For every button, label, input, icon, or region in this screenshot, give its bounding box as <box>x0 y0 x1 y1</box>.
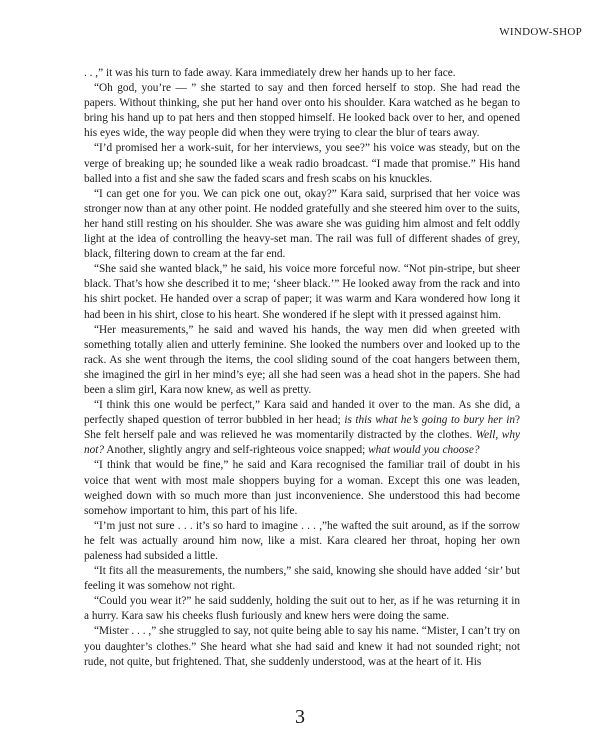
page-number: 3 <box>295 706 305 728</box>
italic-text: is this what he’s going to bury her in <box>344 414 515 427</box>
text-run: “Mister . . . ,” she struggled to say, not quite being able to say his name. “Mister, I can’t try on you daughter’s clothes.” She heard what she had said and knew it had not sounded right; not rude, not quite, but frightened. That, she suddenly understood, was at the heart of it. His <box>84 625 520 668</box>
text-run: “She said she wanted black,” he said, his voice more forceful now. “Not pin-stripe, but sheer black. That’s how she described it to me; ‘sheer black.’” He looked away from the rack and into his shirt pocket. He handed over a scrap of paper; it was warm and Kara wondered how long it had been in his shirt, close to his heart. She wondered if he slept with it pressed against him. <box>84 263 520 321</box>
text-run: “I can get one for you. We can pick one out, okay?” Kara said, surprised that her voice was stronger now than at any other point. He nodded gratefully and she steered him over to the suits, her hand still resting on his shoulder. She was aware she was guiding him almost and felt oddly light at the idea of controlling the heavy-set man. The rail was full of different shades of grey, black, filtering down to cream at the far end. <box>84 187 520 261</box>
italic-text: what would you choose? <box>368 444 480 457</box>
text-run: ? She felt herself pale and was relieved he was momentarily distracted by the clothes. <box>84 414 520 442</box>
italic-text: Well, why not? <box>84 429 521 457</box>
text-run: “I’m just not sure . . . it’s so hard to imagine . . . ,”he wafted the suit around, as if the sorrow he felt was actually around him now, like a mist. Kara cleared her throat, hoping her own paleness had subsided a little. <box>84 519 520 562</box>
text-run: “I think this one would be perfect,” Kara said and handed it over to the man. As she did, a perfectly shaped question of terror bubbled in her head; <box>84 399 520 427</box>
paragraph <box>84 624 520 669</box>
text-run: Another, slightly angry and self-righteous voice snapped; <box>104 444 369 457</box>
text-run: “Oh god, you’re — ” she started to say and then forced herself to stop. She had read the papers. Without thinking, she put her hand over onto his shoulder. Kara watched as he began to bring his hand up to pat hers and then stopped himself. He looked back over to her, and opened his eyes wide, the way people did when they were trying to clear the blur of tears away. <box>84 82 520 140</box>
paragraph <box>84 519 520 564</box>
text-run: “Could you wear it?” he said suddenly, holding the suit out to her, as if he was returning it in a hurry. Kara saw his cheeks flush furiously and knew hers were doing the same. <box>84 595 520 623</box>
running-head: WINDOW-SHOP <box>499 26 582 38</box>
text-run: “It fits all the measurements, the numbers,” she said, knowing she should have added ‘sir’ but feeling it was somehow not right. <box>84 565 520 593</box>
paragraph <box>84 594 520 624</box>
paragraph <box>84 398 520 458</box>
text-run: “I think that would be fine,” he said and Kara recognised the familiar trail of doubt in his voice that went with most male shoppers buying for a woman. Except this one was leaden, weighed down with so much more than just inconvenience. She understood this had become somehow important to him, this part of his life. <box>84 459 520 517</box>
paragraph <box>84 187 520 262</box>
paragraph <box>84 564 520 594</box>
text-run: . . ,” it was his turn to fade away. Kara immediately drew her hands up to her face. <box>84 67 456 79</box>
body-text <box>84 66 520 670</box>
paragraph <box>84 66 520 81</box>
paragraph <box>84 141 520 186</box>
text-run: “I’d promised her a work-suit, for her interviews, you see?” his voice was steady, but on the verge of breaking up; he sounded like a weak radio broadcast. “I made that promise.” His hand balled into a fist and she saw the faded scars and fresh scabs on his knuckles. <box>84 142 520 185</box>
paragraph <box>84 262 520 322</box>
paragraph <box>84 323 520 398</box>
text-run: “Her measurements,” he said and waved his hands, the way men did when greeted with something totally alien and utterly feminine. She looked the numbers over and looked up to the rack. As she went through the items, the cool sliding sound of the coat hangers between them, she imagined the girl in her mind’s eye; all she had seen was a head shot in the papers. She had been a slim girl, Kara now knew, as well as pretty. <box>84 323 520 396</box>
paragraph <box>84 81 520 141</box>
paragraph <box>84 458 520 518</box>
